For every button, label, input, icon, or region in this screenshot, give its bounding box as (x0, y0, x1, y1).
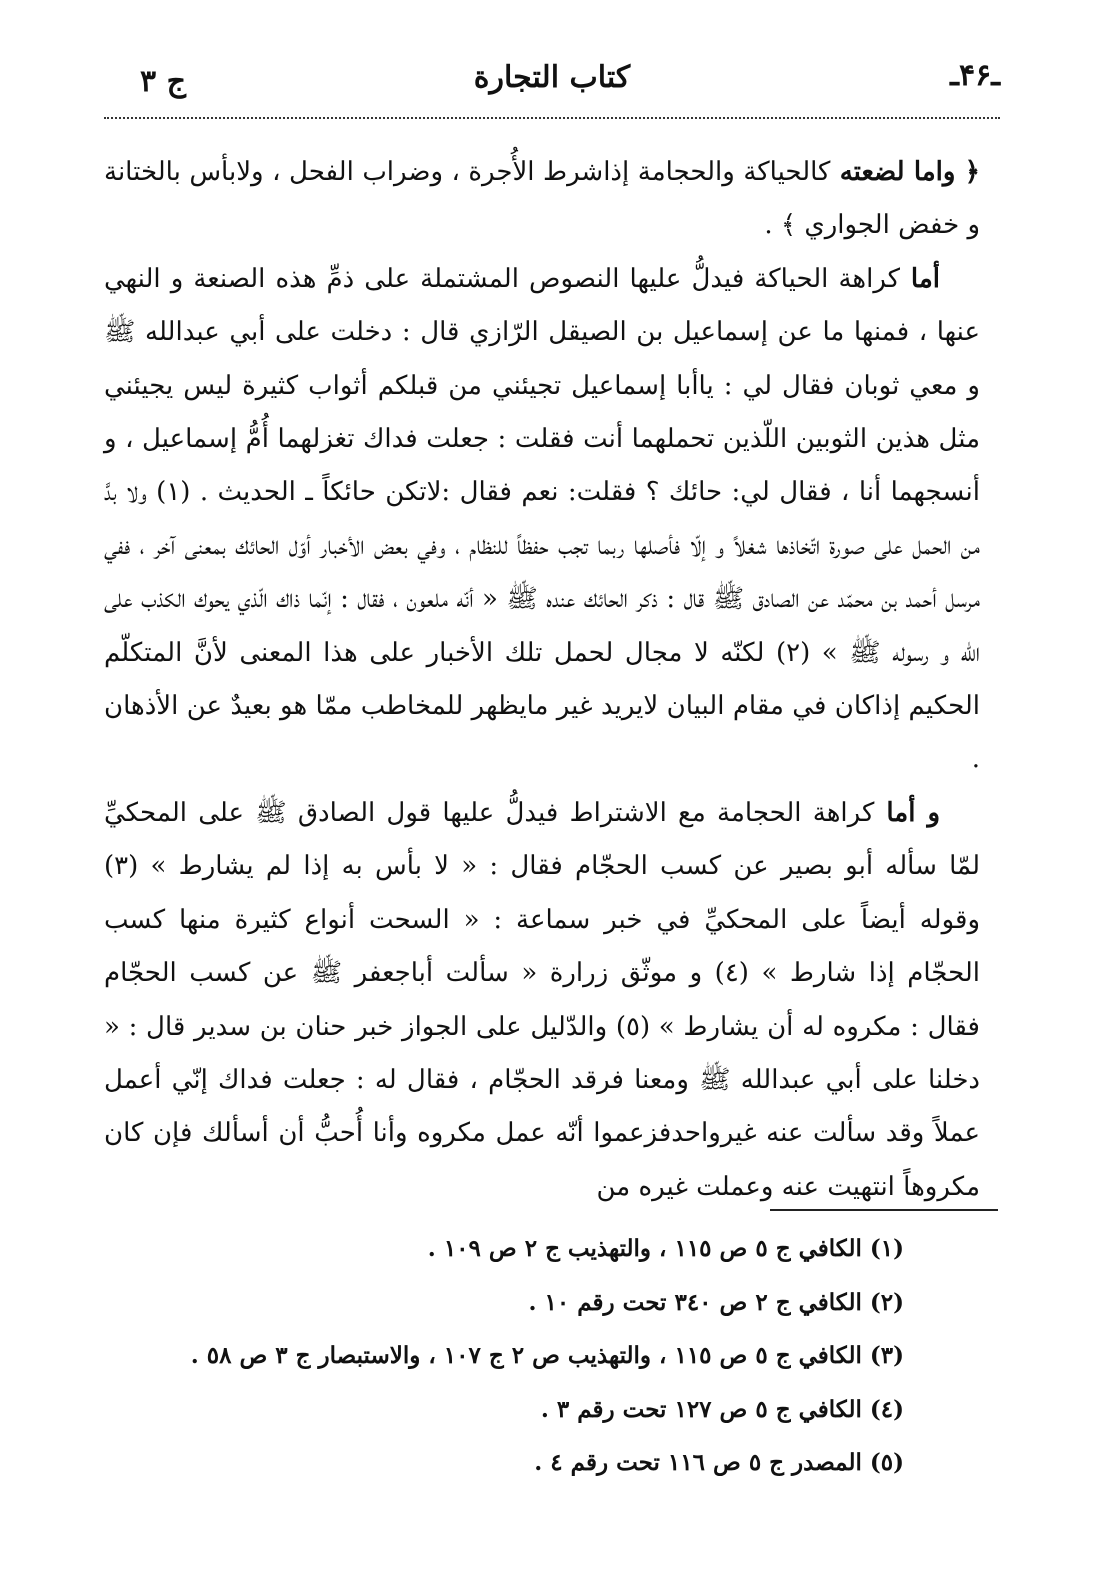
footnote-rule (770, 1209, 998, 1211)
footnote-5: (٥) المصدر ج ٥ ص ١١٦ تحت رقم ٤ . (534, 1449, 904, 1476)
paragraph-1-lead: ﴿ واما لضعته (830, 157, 980, 187)
paragraph-2-lead: أما (900, 263, 941, 294)
page-header (104, 58, 1000, 114)
footnote-2: (٢) الكافي ج ٢ ص ٣٤٠ تحت رقم ١٠ . (528, 1288, 904, 1316)
footnotes (104, 1222, 904, 1490)
page-number: ـ۴۶ـ (950, 58, 1000, 93)
footnote-4: (٤) الكافي ج ٥ ص ١٢٧ تحت رقم ٣ . (540, 1395, 904, 1423)
running-title: كتاب التجارة (473, 60, 631, 95)
volume-label: ج ٣ (140, 64, 186, 99)
footnote-1: (١) الكافي ج ٥ ص ١١٥ ، والتهذيب ج ٢ ص ١٠٩ . (427, 1235, 904, 1262)
paragraph-3-lead: و أما (874, 797, 941, 828)
main-text (104, 146, 980, 1214)
paragraph-1 (104, 146, 980, 253)
paragraph-2-text: كراهة الحياكة فيدلُّ عليها النصوص المشتملة على ذمِّ هذه الصنعة و النهي عنها ، فمنها ما عن إسماعيل بن الصيقل الرّازي قال : دخلت على أبي عبدالله ﷺ و معي ثوبان فقال لي : ياأبا إسماعيل تجيئني من قبلكم أثواب كثيرة ليس يجيئني مثل هذين الثوبين اللّذين تحملهما أنت فقلت : جعلت فداك تغزلهما أُمُّ إسماعيل ، و أنسجهما أنا ، فقال لي: حائك ؟ فقلت: نعم فقال :لاتكن حائكاً ـ الحديث . (١) ولا بدَّ من الحمل على صورة اتّخاذها شغلاً و إلّا فأصلها ربما تجب حفظاً للنظام ، وفي بعض الأخبار أوّل الحائك بمعنى آخر ، ففي مرسل أحمد بن محمّد عن الصادق ﷺ قال : ذكر الحائك عنده ﷺ « أنّه ملعون ، فقال : إنّما ذاك الّذي يحوك الكذب على الله و رسوله ﷺ » (٢) لكنّه لا مجال لحمل تلك الأخبار على هذا المعنى لأنَّ المتكلّم الحكيم إذاكان في مقام البيان لايريد غير مايظهر للمخاطب ممّا هو بعيدٌ عن الأذهان . (104, 263, 980, 775)
paragraph-3-text: كراهة الحجامة مع الاشتراط فيدلُّ عليها قول الصادق ﷺ على المحكيِّ لمّا سأله أبو بصير عن كسب الحجّام فقال : « لا بأس به إذا لم يشارط » (٣) وقوله أيضاً على المحكيِّ في خبر سماعة : « السحت أنواع كثيرة منها كسب الحجّام إذا شارط » (٤) و موثّق زرارة « سألت أباجعفر ﷺ عن كسب الحجّام فقال : مكروه له أن يشارط » (٥) والدّليل على الجواز خبر حنان بن سدير قال : « دخلنا على أبي عبدالله ﷺ ومعنا فرقد الحجّام ، فقال له : جعلت فداك إنّي أعمل عملاً وقد سألت عنه غيرواحدفزعموا أنّه عمل مكروه وأنا أُحبُّ أن أسألك فإن كان مكروهاً انتهيت عنه وعملت غيره من (104, 797, 981, 1202)
paragraph-2 (104, 253, 980, 787)
header-dotted-rule (104, 117, 1000, 119)
footnote-3: (٣) الكافي ج ٥ ص ١١٥ ، والتهذيب ص ٢ ج ١٠٧ ، والاستبصار ج ٣ ص ٥٨ . (190, 1342, 904, 1369)
paragraph-3 (104, 787, 980, 1214)
paragraph-1-text: كالحياكة والحجامة إذاشرط الأُجرة ، وضراب الفحل ، ولابأس بالختانة و خفض الجواري ﴾ . (104, 157, 980, 241)
